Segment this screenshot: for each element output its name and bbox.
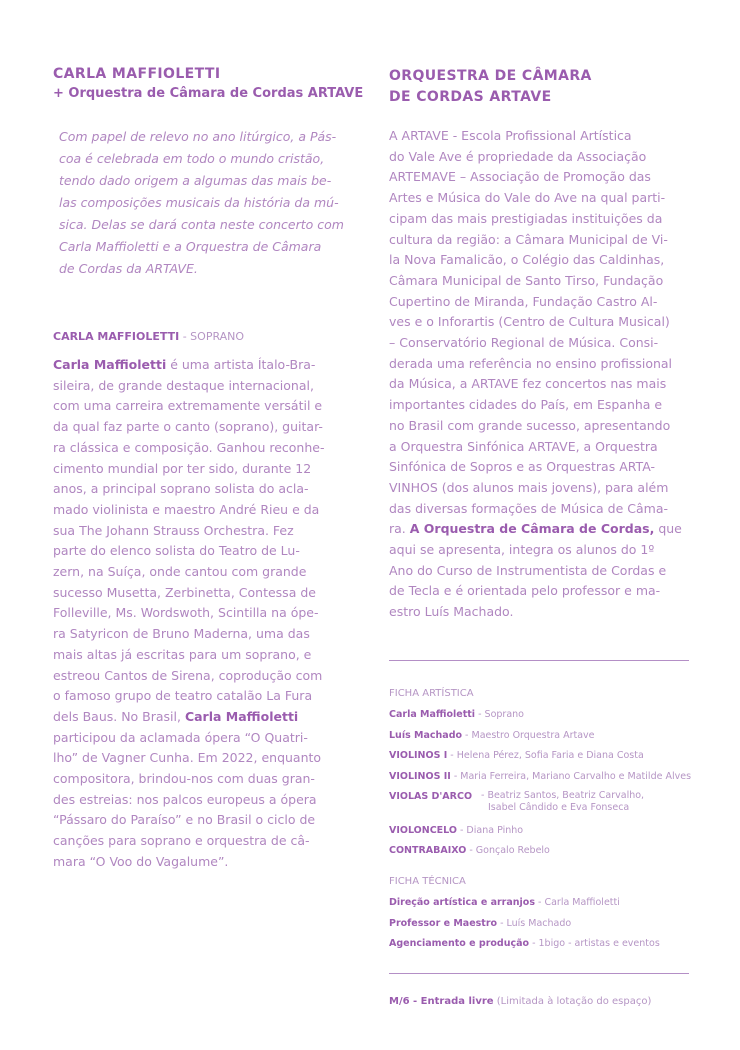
artave-line: Sinfónica de Sopros e as Orquestras ARTA-	[389, 459, 655, 475]
artave-line: Artes e Música do Vale do Ave na qual parti-	[389, 190, 666, 206]
bio-label-role: - SOPRANO	[179, 330, 245, 343]
artave-line: – Conservatório Regional de Música. Consi-	[389, 335, 659, 351]
credit-row: Carla Maffioletti - Soprano	[389, 709, 524, 720]
artave-line: cipam das mais prestigiadas instituições da	[389, 210, 663, 226]
bio-line: o famoso grupo de teatro catalão La Fura	[53, 688, 313, 704]
intro-line: sica. Delas se dará conta neste concerto com	[59, 217, 344, 232]
artave-line: derada uma referência no ensino profissional	[389, 355, 673, 371]
bio-line: Carla Maffioletti é uma artista Ítalo-Bra-	[53, 357, 316, 372]
artave-line: Câmara Municipal de Santo Tirso, Fundação	[389, 272, 664, 288]
intro-paragraph	[59, 126, 356, 280]
bio-label-name: CARLA MAFFIOLETTI	[53, 330, 180, 343]
credit-row: Luís Machado - Maestro Orquestra Artave	[389, 730, 595, 741]
footer-note: (Limitada à lotação do espaço)	[493, 996, 652, 1007]
divider	[389, 660, 689, 661]
bio-line: ra clássica e composição. Ganhou reconhe-	[53, 439, 325, 455]
credit-row: VIOLONCELO - Diana Pinho	[389, 825, 524, 836]
bio-name-bold: Carla Maffioletti	[53, 357, 167, 372]
footer-rating: M/6 - Entrada livre	[389, 996, 494, 1007]
bio-line: parte do elenco solista do Teatro de Lu-	[53, 543, 300, 559]
concert-subtitle: + Orquestra de Câmara de Cordas ARTAVE	[53, 86, 364, 101]
artave-line: ra. A Orquestra de Câmara de Cordas, que	[389, 521, 682, 537]
concert-title: CARLA MAFFIOLETTI	[53, 66, 221, 82]
artave-line: importantes cidades do País, em Espanha e	[389, 397, 663, 413]
intro-line: Carla Maffioletti e a Orquestra de Câmara	[59, 239, 322, 254]
intro-line: las composições musicais da história da mú-	[59, 195, 339, 210]
bio-line: anos, a principal soprano solista do acla-	[53, 481, 309, 497]
intro-line: Com papel de relevo no ano litúrgico, a Pás-	[59, 129, 337, 144]
bio-line: mado violinista e maestro André Rieu e da	[53, 501, 320, 517]
bio-line: des estreias: nos palcos europeus a ópera	[53, 791, 317, 807]
artave-line: de Tecla e é orientada pelo professor e ma-	[389, 583, 661, 599]
bio-label	[53, 330, 244, 343]
bio-line: compositora, brindou-nos com duas gran-	[53, 771, 315, 787]
bio-line: “Pássaro do Paraíso” e no Brasil o ciclo de	[53, 812, 316, 828]
artave-line: aqui se apresenta, integra os alunos do 1º	[389, 542, 655, 558]
orchestra-title-line2: DE CORDAS ARTAVE	[389, 89, 552, 105]
orchestra-name-bold: A Orquestra de Câmara de Cordas,	[409, 521, 655, 537]
bio-line: zern, na Suíça, onde cantou com grande	[53, 564, 307, 580]
artave-line: do Vale Ave é propriedade da Associação	[389, 148, 647, 164]
bio-line: sileira, de grande destaque internacional,	[53, 377, 314, 393]
bio-line: dels Baus. No Brasil, Carla Maffioletti	[53, 708, 299, 724]
artave-line: Cupertino de Miranda, Fundação Castro Al-	[389, 293, 658, 309]
artave-line: da Música, a ARTAVE fez concertos nas mais	[389, 376, 667, 392]
credit-row: CONTRABAIXO - Gonçalo Rebelo	[389, 845, 550, 856]
credit-row: VIOLINOS I - Helena Pérez, Sofia Faria e Diana Costa	[389, 750, 644, 761]
credit-row: Agenciamento e produção - 1bigo - artistas e eventos	[389, 938, 660, 949]
intro-line: coa é celebrada em todo o mundo cristão,	[59, 151, 325, 166]
bio-paragraph	[53, 355, 356, 873]
credit-row: VIOLINOS II - Maria Ferreira, Mariano Carvalho e Matilde Alves	[389, 771, 692, 782]
bio-line: mara “O Voo do Vagalume”.	[53, 853, 229, 869]
artave-line: cultura da região: a Câmara Municipal de Vi-	[389, 231, 668, 247]
artave-line: a Orquestra Sinfónica ARTAVE, a Orquestra	[389, 438, 658, 454]
credit-row: Direção artística e arranjos - Carla Maffioletti	[389, 897, 620, 908]
technical-caption: FICHA TÉCNICA	[389, 876, 466, 887]
credit-row: Professor e Maestro - Luís Machado	[389, 918, 572, 929]
artave-line: das diversas formações de Música de Câma-	[389, 500, 669, 516]
artave-line: VINHOS (dos alunos mais jovens), para além	[389, 479, 669, 495]
bio-line: sucesso Musetta, Zerbinetta, Contessa de	[53, 584, 316, 600]
bio-line: da qual faz parte o canto (soprano), guitar-	[53, 419, 323, 435]
artistic-caption: FICHA ARTÍSTICA	[389, 688, 474, 699]
artave-line: ARTEMAVE – Associação de Promoção das	[389, 169, 651, 185]
bio-line: ra Satyricon de Bruno Maderna, uma das	[53, 626, 310, 642]
bio-line: canções para soprano e orquestra de câ-	[53, 833, 310, 849]
bio-line: estreou Cantos de Sirena, coprodução com	[53, 667, 323, 683]
orchestra-title	[389, 66, 592, 108]
artave-line: estro Luís Machado.	[389, 604, 514, 620]
credit-row: VIOLAS D'ARCO - Beatriz Santos, Beatriz Carvalho, Isabel Cândido e Eva Fonseca	[389, 790, 645, 813]
bio-line: participou da aclamada ópera “O Quatri-	[53, 729, 308, 745]
bio-line: mais altas já escritas para um soprano, e	[53, 646, 312, 662]
artave-line: no Brasil com grande sucesso, apresentando	[389, 417, 671, 433]
bio-line: cimento mundial por ter sido, durante 12	[53, 460, 312, 476]
bio-name-bold-2: Carla Maffioletti	[184, 708, 299, 724]
bio-line: sua The Johann Strauss Orchestra. Fez	[53, 522, 294, 538]
artave-line: la Nova Famalicão, o Colégio das Caldinhas,	[389, 252, 665, 268]
artave-paragraph	[389, 126, 689, 623]
bio-line: com uma carreira extremamente versátil e	[53, 398, 323, 414]
bio-line: Folleville, Ms. Wordswoth, Scintilla na ópe-	[53, 605, 319, 621]
intro-line: de Cordas da ARTAVE.	[59, 261, 198, 276]
artave-line: Ano do Curso de Instrumentista de Cordas e	[389, 562, 667, 578]
artave-line: A ARTAVE - Escola Profissional Artística	[389, 128, 632, 143]
intro-line: tendo dado origem a algumas das mais be-	[59, 173, 332, 188]
orchestra-title-line1: ORQUESTRA DE CÂMARA	[389, 68, 592, 84]
bio-line: lho” de Vagner Cunha. Em 2022, enquanto	[53, 750, 322, 766]
artave-line: ves e o Inforartis (Centro de Cultura Musical)	[389, 314, 670, 330]
divider	[389, 973, 689, 974]
footer	[389, 996, 651, 1007]
